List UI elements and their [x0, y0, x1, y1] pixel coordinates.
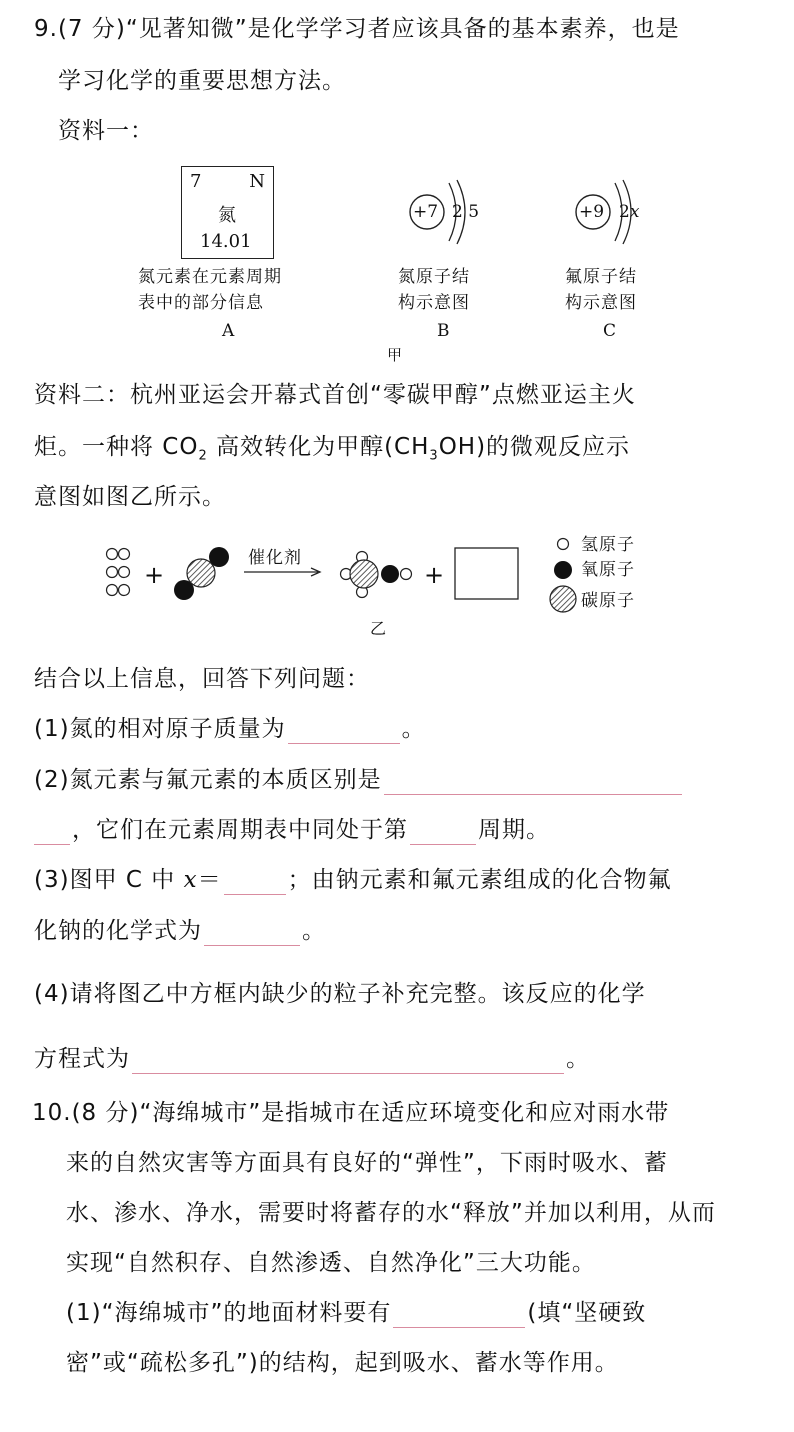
hydrogen-molecules — [107, 549, 130, 596]
q9-part-1 — [34, 714, 426, 744]
legend-carbon: 碳原子 — [581, 591, 635, 611]
material-2-line-3: 意图如图乙所示。 — [34, 484, 226, 510]
element-name: 氮 — [218, 205, 236, 226]
atomic-number: 7 — [190, 171, 202, 192]
q9-intro: 结合以上信息，回答下列问题： — [34, 666, 370, 692]
legend-hydrogen: 氢原子 — [581, 535, 635, 555]
answer-blank-4[interactable] — [132, 1049, 564, 1074]
caption-a-1: 氮元素在元素周期 — [138, 267, 282, 287]
legend-symbols — [545, 532, 585, 612]
q9-part-4-cont — [34, 1044, 590, 1074]
caption-c-1: 氟原子结 — [565, 267, 637, 287]
q9-p3-eq: ＝ — [197, 867, 222, 893]
q9-p4-end: 。 — [566, 1046, 590, 1072]
figure-jia-label: 甲 — [387, 346, 404, 364]
m2-sub-2: 3 — [429, 448, 439, 464]
reaction-diagram — [100, 542, 540, 622]
legend-hydrogen-icon — [558, 539, 569, 550]
q9-p3-a: (3)图甲 C 中 — [34, 867, 184, 893]
caption-c-2: 构示意图 — [565, 293, 637, 313]
co2-molecule — [174, 547, 229, 600]
q9-p1-end: 。 — [401, 716, 426, 742]
q9-part-3 — [34, 865, 672, 895]
q10-p1-a: (1)“海绵城市”的地面材料要有 — [66, 1300, 392, 1326]
legend-oxygen-icon — [554, 561, 572, 579]
q10-line-4: 实现“自然积存、自然渗透、自然净化”三大功能。 — [66, 1250, 596, 1276]
q9-p2-cont: ，它们在元素周期表中同处于第 — [72, 817, 408, 843]
q9-p2-end: 周期。 — [478, 817, 550, 843]
m2-sub-1: 2 — [198, 448, 208, 464]
q10-line-1: 10.(8 分)“海绵城市”是指城市在适应环境变化和应对雨水带 — [32, 1100, 670, 1126]
q9-p2-text: (2)氮元素与氟元素的本质区别是 — [34, 767, 382, 793]
answer-blank-2a[interactable] — [384, 770, 682, 795]
q9-p3-var: x — [183, 867, 198, 893]
q9-part-4: (4)请将图乙中方框内缺少的粒子补充完整。该反应的化学 — [34, 981, 646, 1007]
material-2-line-2 — [34, 432, 630, 472]
q10-part-1 — [66, 1298, 646, 1328]
atom-c-shell-var: x — [629, 202, 640, 222]
atom-b-nucleus: +7 — [413, 202, 439, 222]
q9-part-3-cont — [34, 916, 326, 946]
label-b: B — [437, 321, 450, 341]
answer-blank-2c[interactable] — [410, 820, 476, 845]
element-box — [181, 166, 274, 259]
answer-blank-10-1[interactable] — [393, 1303, 525, 1328]
atom-c-shells — [619, 202, 639, 222]
q10-p1-b: (填“坚硬致 — [527, 1300, 647, 1326]
q9-line-2: 学习化学的重要思想方法。 — [58, 68, 346, 94]
legend-carbon-icon — [550, 586, 576, 612]
plus-sign-2: + — [424, 561, 446, 589]
atom-b-shells: 2 5 — [452, 202, 480, 222]
q9-p3-c: 化钠的化学式为 — [34, 918, 202, 944]
q9-p1-text: (1)氮的相对原子质量为 — [34, 716, 286, 742]
plus-sign-1: + — [144, 561, 166, 589]
q9-p3-b: ；由钠元素和氟元素组成的化合物氟 — [287, 867, 672, 893]
figure-yi-label: 乙 — [370, 619, 388, 638]
material-1-label: 资料一： — [58, 118, 154, 144]
q10-part-1-cont: 密”或“疏松多孔”)的结构，起到吸水、蓄水等作用。 — [66, 1350, 619, 1376]
answer-blank-2b[interactable] — [34, 820, 70, 845]
atom-c-nucleus: +9 — [579, 202, 605, 222]
q9-part-2-cont — [34, 815, 550, 845]
q9-line-1: 9.(7 分)“见著知微”是化学学习者应该具备的基本素养，也是 — [34, 16, 680, 42]
legend-oxygen: 氧原子 — [581, 560, 635, 580]
atom-c-shell-1: 2 — [619, 202, 630, 222]
q9-p4-b: 方程式为 — [34, 1046, 130, 1072]
caption-b-2: 构示意图 — [398, 293, 470, 313]
caption-a-2: 表中的部分信息 — [138, 293, 264, 313]
m2-text-b: 高效转化为甲醇(CH — [207, 434, 430, 460]
q10-line-3: 水、渗水、净水，需要时将蓄存的水“释放”并加以利用，从而 — [66, 1200, 716, 1226]
answer-blank-3b[interactable] — [204, 921, 300, 946]
label-c: C — [603, 321, 617, 341]
atomic-mass: 14.01 — [200, 231, 252, 252]
m2-text-c: OH)的微观反应示 — [438, 434, 631, 460]
q9-p3-end: 。 — [302, 918, 326, 944]
m2-text-a: 炬。一种将 CO — [34, 434, 199, 460]
catalyst-label: 催化剂 — [248, 548, 302, 568]
methanol-molecule — [341, 552, 412, 598]
element-symbol: N — [249, 171, 265, 192]
q9-part-2 — [34, 765, 684, 795]
answer-blank-1[interactable] — [288, 719, 400, 744]
caption-b-1: 氮原子结 — [398, 267, 470, 287]
q10-line-2: 来的自然灾害等方面具有良好的“弹性”，下雨时吸水、蓄 — [66, 1150, 668, 1176]
missing-particle-box — [455, 548, 518, 599]
material-2-line-1: 资料二：杭州亚运会开幕式首创“零碳甲醇”点燃亚运主火 — [34, 382, 636, 408]
answer-blank-3a[interactable] — [224, 870, 286, 895]
label-a: A — [222, 321, 235, 341]
